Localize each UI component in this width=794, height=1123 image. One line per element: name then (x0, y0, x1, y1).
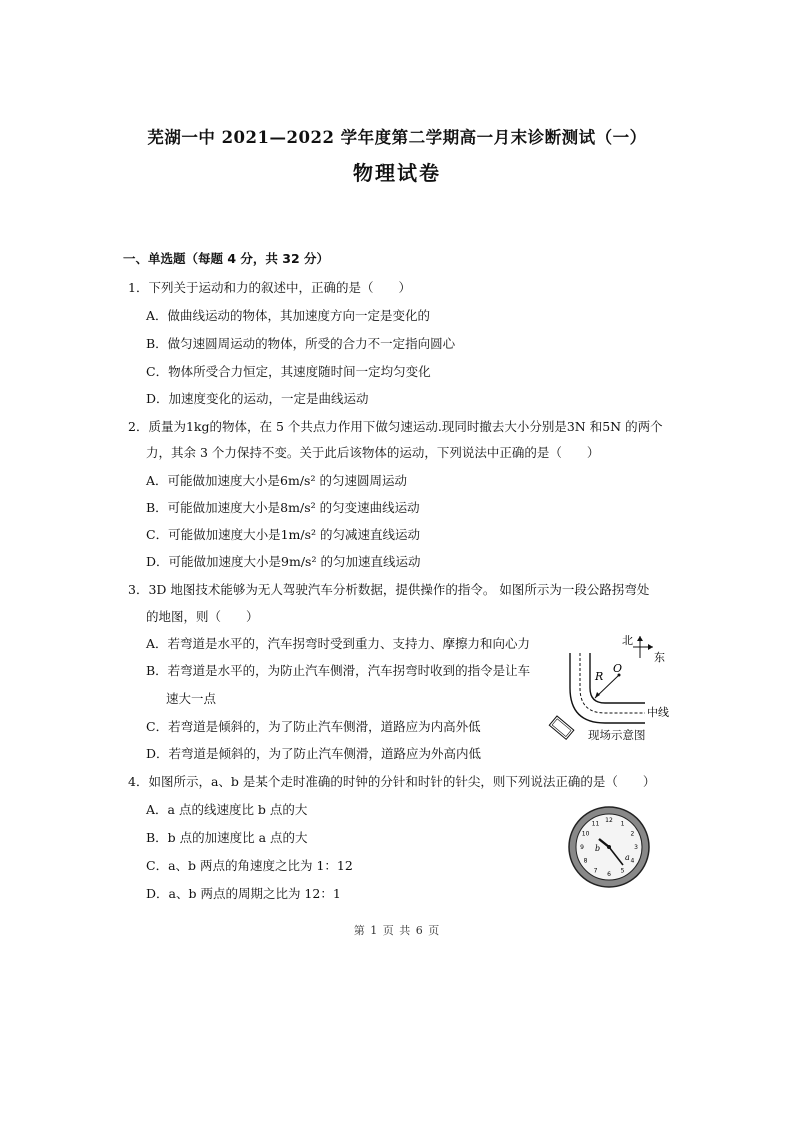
clock-numeral: 5 (620, 867, 625, 875)
clock-numeral: 9 (580, 844, 584, 851)
road-map-caption: 现场示意图 (588, 728, 646, 742)
question-1-option-a: A．做曲线运动的物体，其加速度方向一定是变化的 (146, 308, 431, 323)
section-heading: 一、单选题（每题 4 分，共 32 分） (123, 251, 330, 266)
compass-east-label: 东 (654, 651, 665, 664)
point-b-label: b (595, 844, 601, 853)
question-4-option-c: C．a、b 两点的角速度之比为 1：12 (146, 858, 353, 873)
clock-numeral: 12 (605, 817, 613, 824)
clock-numeral: 7 (593, 867, 598, 875)
question-4-stem: 4．如图所示，a、b 是某个走时准确的时钟的分针和时针的针尖，则下列说法正确的是（ ） (128, 774, 656, 789)
compass-north-label: 北 (622, 634, 633, 647)
centerline-label: 中线 (647, 706, 669, 719)
question-3-option-a: A．若弯道是水平的，汽车拐弯时受到重力、支持力、摩擦力和向心力 (146, 636, 531, 651)
question-1-option-b: B．做匀速圆周运动的物体，所受的合力不一定指向圆心 (146, 336, 456, 351)
question-3-option-b-cont: 速大一点 (166, 691, 217, 706)
clock-figure (567, 805, 651, 889)
point-a-label: a (625, 853, 630, 862)
clock-numeral: 3 (634, 844, 638, 851)
center-label: O (613, 662, 623, 675)
question-3-option-d: D．若弯道是倾斜的，为了防止汽车侧滑，道路应为外高内低 (146, 746, 482, 761)
question-2-stem-line-2: 力，其余 3 个力保持不变。关于此后该物体的运动，下列说法中正确的是（ ） (146, 445, 600, 460)
exam-title: 芜湖一中 2021—2022 学年度第二学期高一月末诊断测试（一） (147, 128, 647, 147)
clock-numeral: 11 (591, 820, 600, 828)
question-1-stem: 1．下列关于运动和力的叙述中，正确的是（ ） (128, 280, 411, 295)
question-1-option-d: D．加速度变化的运动，一定是曲线运动 (146, 391, 369, 406)
question-3-stem-line-2: 的地图，则（ ） (146, 609, 259, 624)
question-4-option-b: B．b 点的加速度比 a 点的大 (146, 830, 308, 845)
clock-numeral: 8 (583, 857, 588, 865)
clock-numeral: 4 (630, 857, 635, 865)
road-map-figure (545, 628, 675, 743)
question-3-option-c: C．若弯道是倾斜的，为了防止汽车侧滑，道路应为内高外低 (146, 719, 481, 734)
clock-numeral: 10 (581, 830, 590, 838)
question-2-option-a: A．可能做加速度大小是6m/s² 的匀速圆周运动 (146, 473, 407, 488)
question-2-option-c: C．可能做加速度大小是1m/s² 的匀减速直线运动 (146, 527, 420, 542)
clock-numeral: 1 (620, 820, 625, 828)
question-3-stem-line-1: 3．3D 地图技术能够为无人驾驶汽车分析数据，提供操作的指令。 如图所示为一段公路拐弯处 (128, 582, 650, 597)
exam-subtitle: 物理试卷 (353, 161, 441, 185)
clock-numeral: 6 (607, 871, 611, 878)
radius-label: R (595, 670, 604, 683)
clock-numeral: 2 (630, 830, 635, 838)
question-2-option-b: B．可能做加速度大小是8m/s² 的匀变速曲线运动 (146, 500, 420, 515)
question-1-option-c: C．物体所受合力恒定，其速度随时间一定均匀变化 (146, 364, 431, 379)
question-2-stem-line-1: 2．质量为1kg的物体，在 5 个共点力作用下做匀速运动.现同时撤去大小分别是3N 和5N 的两个 (128, 419, 663, 434)
question-4-option-a: A．a 点的线速度比 b 点的大 (146, 802, 308, 817)
question-3-option-b: B．若弯道是水平的，为防止汽车侧滑，汽车拐弯时收到的指令是让车 (146, 663, 531, 678)
question-4-option-d: D．a、b 两点的周期之比为 12：1 (146, 886, 341, 901)
question-2-option-d: D．可能做加速度大小是9m/s² 的匀加速直线运动 (146, 554, 421, 569)
page-footer: 第 1 页 共 6 页 (353, 924, 441, 937)
